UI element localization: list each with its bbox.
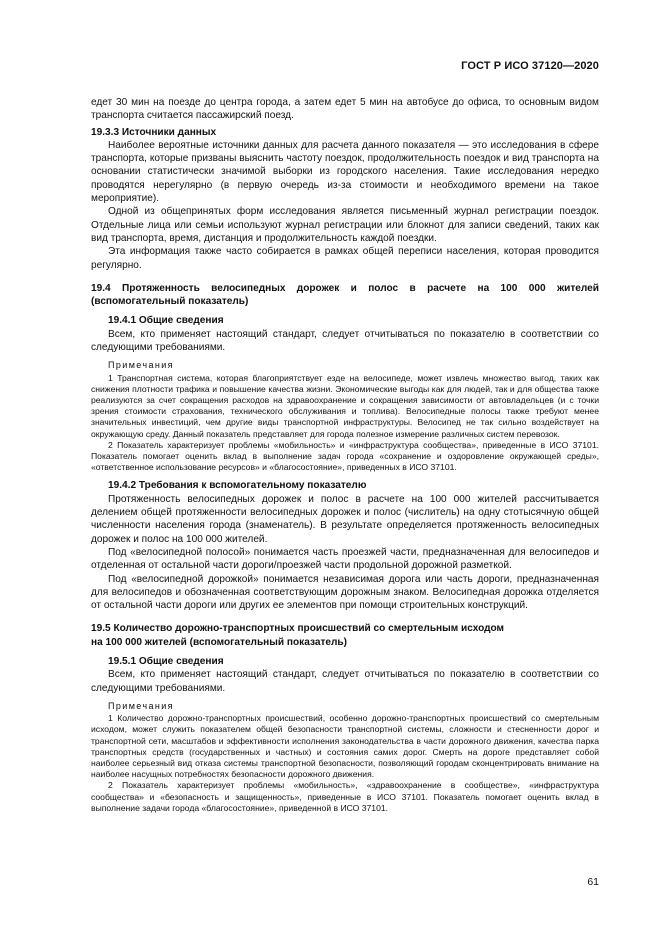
heading-19-5-line2: на 100 000 жителей (вспомогательный показатель) <box>91 636 347 648</box>
paragraph-19-5-1-1: Всем, кто применяет настоящий стандарт, следует отчитываться по показателю в соответствии со следующими требованиями. <box>91 669 599 694</box>
notes-heading-19-5: Примечания <box>108 700 174 711</box>
heading-19-4-1: 19.4.1 Общие сведения <box>108 315 224 327</box>
paragraph-19-4-2-3: Под «велосипедной дорожкой» понимается независимая дорога или часть дороги, предназначенная для велосипедов и обозначенная соответствующим дорожным знаком. Велосипедная дорожка отделяется от остальной части дороги или других ее элементов при помощи строительных конструкций. <box>91 573 599 612</box>
paragraph-19-4-2-1: Протяженность велосипедных дорожек и полос в расчете на 100 000 жителей рассчитывается делением общей протяженности велосипедных дорожек и полос (числитель) на одну стотысячную общей численности населения города (знаменатель). В результате определяется протяженность велосипедных дорожек и полос на 100 000 жителей. <box>91 493 599 545</box>
page-number: 61 <box>587 876 599 888</box>
notes-heading-19-4: Примечания <box>108 360 174 371</box>
heading-19-3-3: 19.3.3 Источники данных <box>91 126 217 138</box>
heading-19-4: 19.4 Протяженность велосипедных дорожек и полос в расчете на 100 000 жителей (вспомогательный показатель) <box>91 282 599 308</box>
heading-19-5-1: 19.5.1 Общие сведения <box>108 656 224 668</box>
heading-19-5 <box>91 622 599 649</box>
paragraph-19-3-3-1: Наиболее вероятные источники данных для расчета данного показателя — это исследования в сфере транспорта, которые призваны выяснить частоту поездок, продолжительность поездок и вид транспорта на основании статистически значимой выборки из городского населения. Такие исследования нередко проводятся нерегулярно (в первую очередь из-за стоимости и необходимого времени на такое мероприятие). <box>91 139 599 205</box>
intro-paragraph: едет 30 мин на поезде до центра города, а затем едет 5 мин на автобусе до офиса, то основным видом транспорта считается пассажирский поезд. <box>91 97 599 122</box>
standard-header: ГОСТ Р ИСО 37120—2020 <box>461 60 599 72</box>
paragraph-19-4-2-2: Под «велосипедной полосой» понимается часть проезжей части, предназначенная для велосипедов и отделенная от остальной части дороги/проезжей части продольной дорожной разметкой. <box>91 546 599 572</box>
heading-19-4-2: 19.4.2 Требования к вспомогательному показателю <box>108 480 367 492</box>
note-19-4-1: 1 Транспортная система, которая благоприятствует езде на велосипеде, может извлечь множество выгод, таких как снижения плотности трафика и повышение качества жизни. Экономические выгоды как для людей, так и для общества также реализуются за счет сокращения расходов на здравоохранение и сокращения зависимости от автовладельцев (и с точки зрения стоимости страхования, технического обслуживания и топлива). Велосипедные полосы также требуют менее значительных инвестиций, чем другие виды транспортной инфраструктуры. Велосипед не так сильно воздействует на окружающую среду. Данный показатель представляет для города полезное измерение различных систем перевозок. <box>91 372 599 439</box>
paragraph-19-4-1-1: Всем, кто применяет настоящий стандарт, следует отчитываться по показателю в соответствии со следующими требованиями. <box>91 328 599 354</box>
heading-19-5-line1: 19.5 Количество дорожно-транспортных происшествий со смертельным исходом <box>91 623 505 635</box>
note-19-4-2: 2 Показатель характеризует проблемы «мобильность» и «инфраструктура сообщества», приведенные в ИСО 37101. Показатель помогает оценить вклад в выполнение задач города «сохранение и оздоровление окружающей среды», «ответственное использование ресурсов» и «благосостояние», приведенных в ИСО 37101. <box>91 439 599 473</box>
paragraph-19-3-3-2: Одной из общепринятых форм исследования является письменный журнал регистрации поездок. Отдельные лица или семьи используют журнал регистрации или блокнот для записи сведений, таких как вид транспорта, время, дистанция и продолжительность каждой поездки. <box>91 206 599 244</box>
note-19-5-2: 2 Показатель характеризует проблемы «мобильность», «здравоохранение в сообществе», «инфраструктура сообщества» и «безопасность и защищенность», приведенные в ИСО 37101. Показатель помогает оценить вклад в выполнение задачи города «благосостояние», приведенной в ИСО 37101. <box>91 780 599 813</box>
page-content <box>91 96 599 814</box>
note-19-5-1: 1 Количество дорожно-транспортных происшествий, особенно дорожно-транспортных происшествий со смертельным исходом, может служить показателем общей безопасности транспортной системы, сложности и стесненности дорог и транспортной сети, масштабов и эффективности исполнения законодательства в части дорожного движения, качества парка транспортных средств (государственных и частных) и состояния самих дорог. Смерть на дороге представляет собой наиболее серьезный вид отказа системы транспортной безопасности, позволяющий городам сконцентрировать внимание на наиболее насущных потребностях безопасности дорожного движения. <box>91 713 599 780</box>
paragraph-19-3-3-3: Эта информация также часто собирается в рамках общей переписи населения, которая проводится регулярно. <box>91 246 599 271</box>
